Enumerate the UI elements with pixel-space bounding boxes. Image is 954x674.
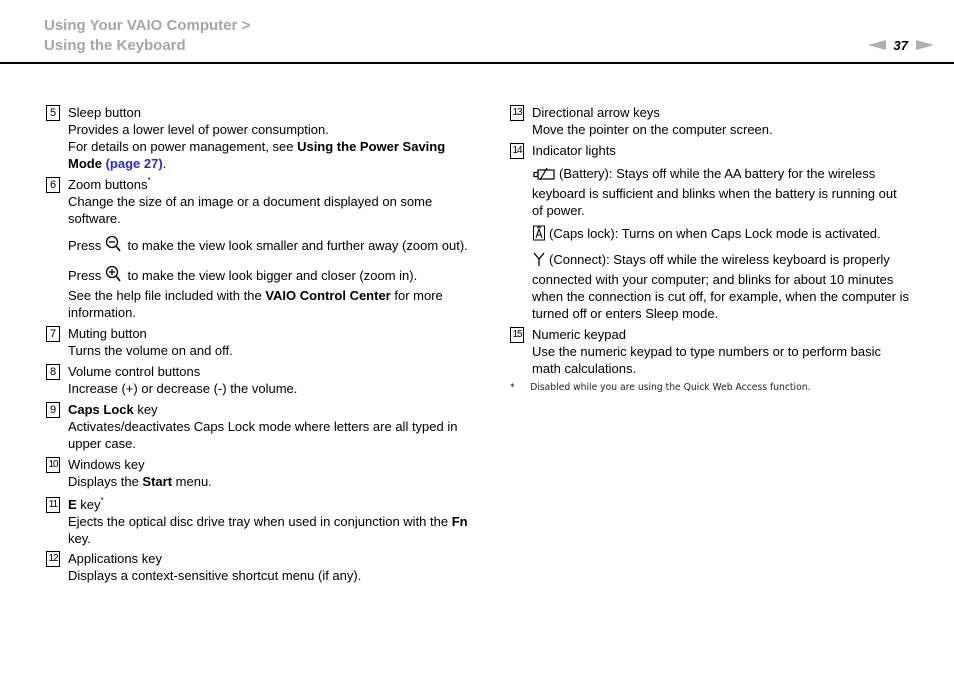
item-title: Directional arrow keys — [532, 105, 660, 120]
item-title: Applications key — [68, 551, 162, 566]
battery-icon — [532, 167, 556, 185]
list-item-zoom-buttons — [46, 176, 482, 321]
battery-indicator-description: (Battery): Stays off while the AA battery for the wireless keyboard is sufficient and blinks when the battery is running out of power. — [532, 166, 897, 218]
item-description: Use the numeric keypad to type numbers or to perform basic math calculations. — [532, 344, 881, 376]
list-item-muting-button — [46, 325, 482, 359]
next-page-arrow-icon[interactable] — [916, 40, 934, 50]
item-description: Ejects the optical disc drive tray when used in conjunction with the Fn key. — [68, 514, 468, 546]
item-description: Provides a lower level of power consumption. — [68, 122, 329, 137]
left-column — [46, 104, 482, 584]
item-title: Zoom buttons* — [68, 176, 151, 192]
page-number: 37 — [893, 37, 908, 53]
breadcrumb-current[interactable]: Using the Keyboard — [44, 37, 186, 54]
item-description: Move the pointer on the computer screen. — [532, 122, 773, 137]
list-item-applications-key — [46, 550, 482, 584]
prev-page-arrow-icon[interactable] — [868, 40, 886, 50]
item-number-badge: 13 — [510, 105, 524, 121]
item-description: For details on power management, see Using the Power Saving Mode (page 27). — [68, 139, 446, 171]
item-title: Windows key — [68, 457, 145, 472]
list-item-numeric-keypad — [510, 326, 910, 377]
item-title: Muting button — [68, 326, 147, 341]
footnote-marker: * — [147, 176, 151, 185]
footnote-text: Disabled while you are using the Quick Web Access function. — [530, 382, 811, 393]
item-description: Displays the Start menu. — [68, 474, 212, 489]
item-description: Activates/deactivates Caps Lock mode where letters are all typed in upper case. — [68, 419, 458, 451]
item-title: Volume control buttons — [68, 364, 201, 379]
zoom-in-description: Press to make the view look bigger and closer (zoom in). — [68, 265, 482, 287]
breadcrumb-parent[interactable]: Using Your VAIO Computer > — [44, 17, 251, 34]
item-number-badge: 9 — [46, 402, 60, 418]
caps-lock-icon — [532, 225, 546, 245]
list-item-caps-lock-key — [46, 401, 482, 452]
item-number-badge: 11 — [46, 497, 60, 513]
list-item-windows-key — [46, 456, 482, 490]
item-number-badge: 12 — [46, 551, 60, 567]
item-number-badge: 6 — [46, 177, 60, 193]
item-number-badge: 5 — [46, 105, 60, 121]
item-description: Increase (+) or decrease (-) the volume. — [68, 381, 298, 396]
item-description: Turns the volume on and off. — [68, 343, 233, 358]
item-title: E key* — [68, 496, 104, 512]
footnote-marker: * — [100, 496, 104, 505]
item-title: Caps Lock key — [68, 402, 158, 417]
item-title: Numeric keypad — [532, 327, 626, 342]
item-title: Sleep button — [68, 105, 142, 120]
magnifier-minus-icon — [105, 235, 121, 257]
footnote — [510, 381, 878, 395]
right-column — [510, 104, 910, 395]
footnote-marker: * — [510, 382, 515, 393]
list-item-arrow-keys — [510, 104, 910, 138]
item-description: See the help file included with the VAIO Control Center for more information. — [68, 288, 443, 320]
header-divider — [0, 62, 954, 64]
zoom-out-description: Press to make the view look smaller and further away (zoom out). — [68, 235, 482, 257]
item-number-badge: 14 — [510, 143, 524, 159]
item-number-badge: 7 — [46, 326, 60, 342]
connect-indicator-description: (Connect): Stays off while the wireless keyboard is properly connected with your computer; and blinks for about 10 minutes when the connection is cut off, for example, when the computer is turned off or enters Sleep mode. — [532, 252, 909, 321]
list-item-e-key — [46, 496, 482, 547]
item-title: Indicator lights — [532, 143, 616, 158]
item-number-badge: 10 — [46, 457, 60, 473]
caps-lock-indicator-description: (Caps lock): Turns on when Caps Lock mode is activated. — [532, 225, 910, 245]
page-link[interactable]: (page 27) — [105, 156, 163, 171]
list-item-volume-buttons — [46, 363, 482, 397]
page-navigation — [868, 37, 934, 53]
antenna-icon — [532, 251, 546, 271]
item-description: Change the size of an image or a document displayed on some software. — [68, 194, 433, 226]
list-item-indicator-lights — [510, 142, 910, 322]
page-header — [0, 0, 954, 64]
list-item-sleep-button — [46, 104, 482, 172]
item-number-badge: 15 — [510, 327, 524, 343]
item-description: Displays a context-sensitive shortcut menu (if any). — [68, 568, 362, 583]
magnifier-plus-icon — [105, 265, 121, 287]
item-number-badge: 8 — [46, 364, 60, 380]
